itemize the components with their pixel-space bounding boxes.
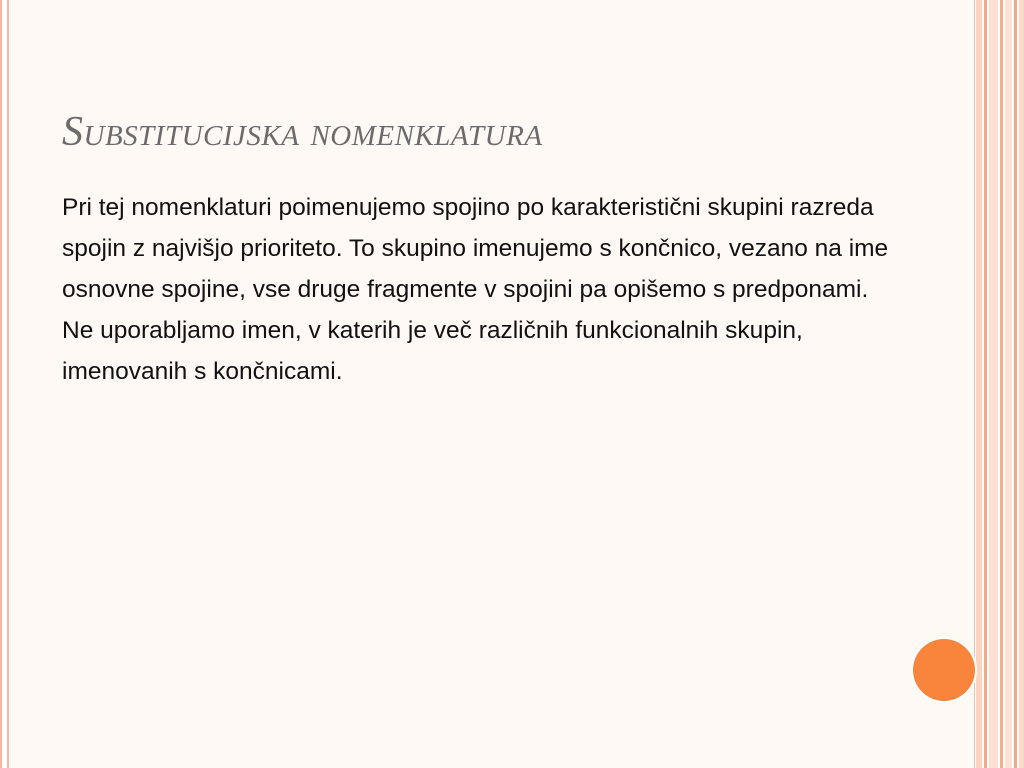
right-decorative-stripe	[1014, 0, 1017, 768]
slide-title: Substitucijska nomenklatura	[62, 109, 543, 155]
right-decorative-stripe	[1019, 0, 1024, 768]
left-border-stripe	[0, 0, 9, 768]
right-decorative-stripe	[984, 0, 987, 768]
right-decorative-stripe	[1005, 0, 1012, 768]
right-decorative-stripe	[1000, 0, 1003, 768]
orange-circle-icon	[913, 639, 975, 701]
right-decorative-stripe	[976, 0, 982, 768]
right-decorative-stripe	[989, 0, 998, 768]
slide-body-text: Pri tej nomenklaturi poimenujemo spojino po karakteristični skupini razreda spojin z najvišjo prioriteto. To skupino imenujemo s končnico, vezano na ime osnovne spojine, vse druge fragmente v spojini pa opišemo s predponami. Ne uporabljamo imen, v katerih je več različnih funkcionalnih skupin, imenovanih s končnicami.	[62, 194, 889, 385]
